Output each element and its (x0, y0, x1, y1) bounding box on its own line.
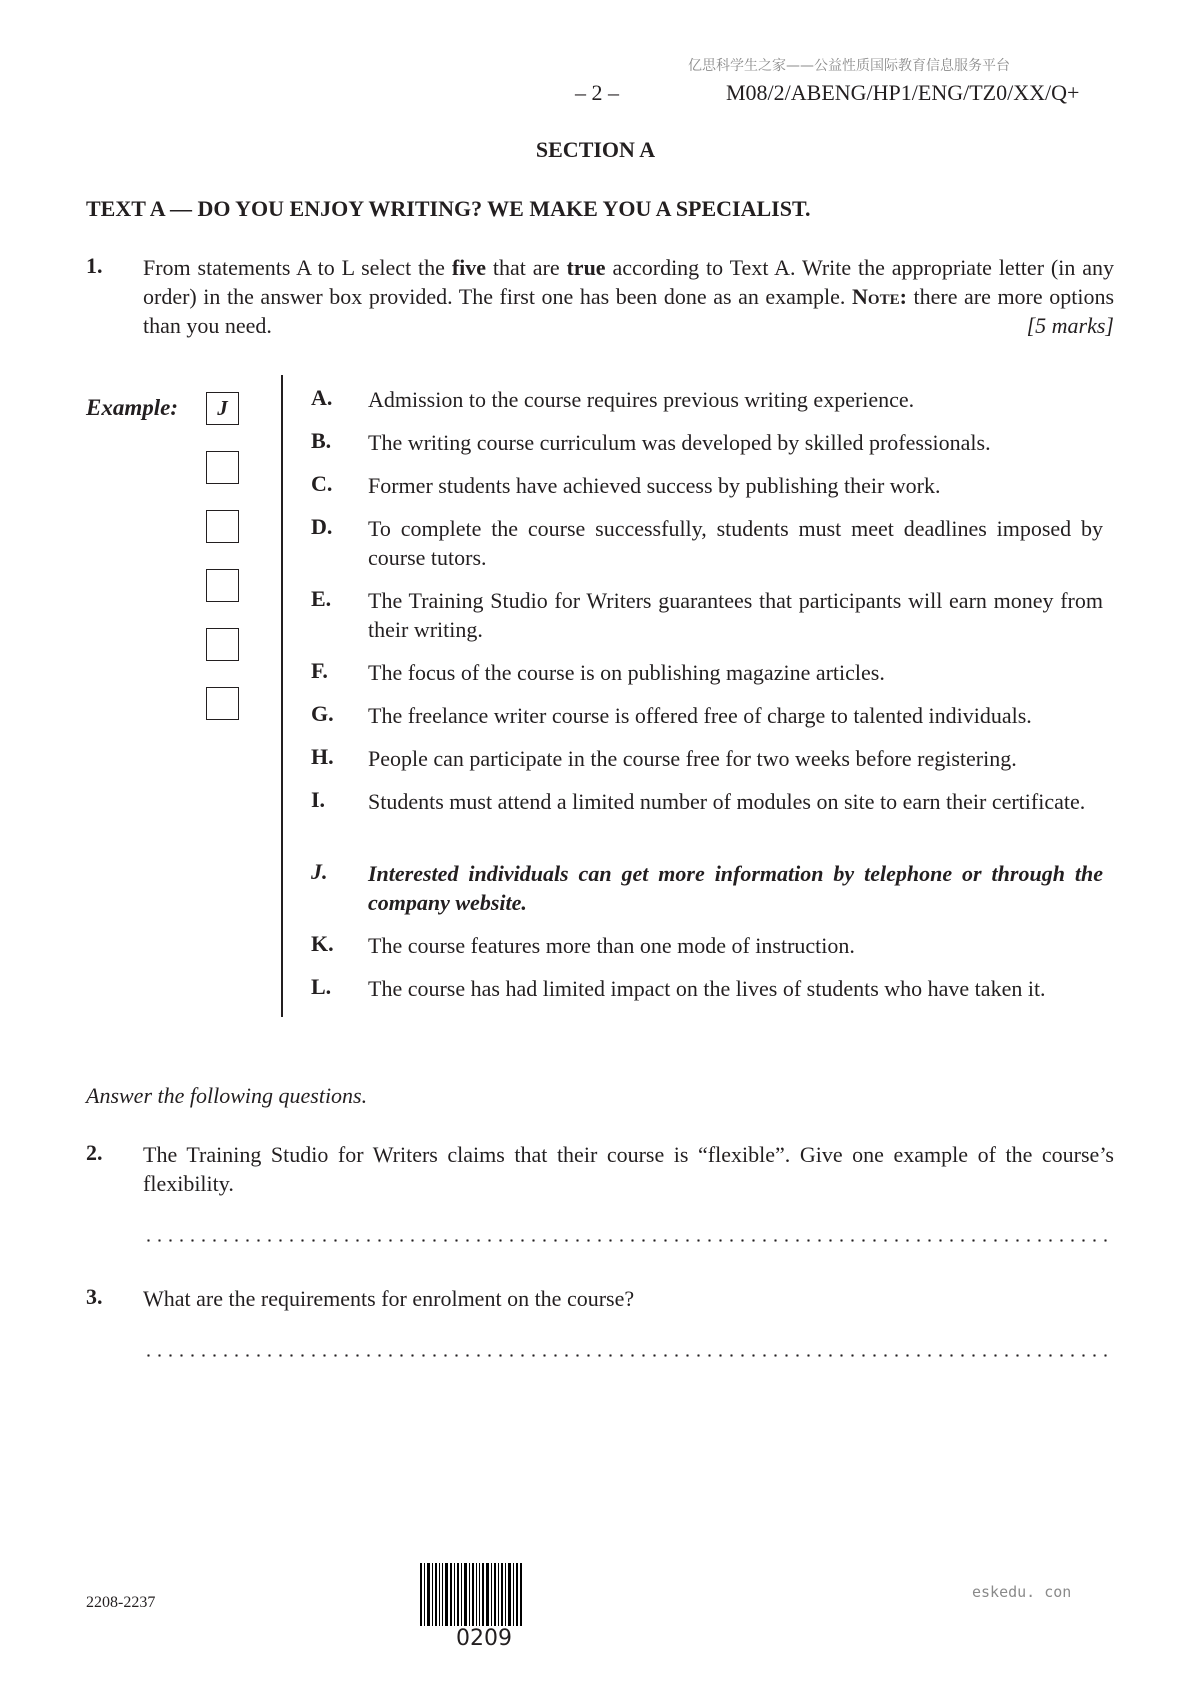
option-letter: I. (311, 787, 326, 812)
option-text: Students must attend a limited number of modules on site to earn their certificate. (368, 789, 1086, 814)
instruction: Answer the following questions. (86, 1083, 368, 1108)
q1-note-label: Note: (852, 284, 907, 309)
q1-bold-true: true (566, 255, 606, 280)
q1-text-b: that are (486, 255, 567, 280)
option-text: To complete the course successfully, students must meet deadlines imposed by course tutors. (368, 516, 1103, 570)
text-title: TEXT A — DO YOU ENJOY WRITING? WE MAKE YOU A SPECIALIST. (86, 196, 811, 221)
option-text: The course features more than one mode of instruction. (368, 933, 855, 958)
answer-box-3[interactable] (206, 569, 239, 602)
option-text: The Training Studio for Writers guarantees that participants will earn money from their writing. (368, 588, 1103, 642)
answer-box-2[interactable] (206, 510, 239, 543)
example-answer-box: J (206, 392, 239, 425)
option-text: The freelance writer course is offered free of charge to talented individuals. (368, 703, 1032, 728)
question-3-text: What are the requirements for enrolment on the course? (143, 1286, 635, 1311)
footer-code: 2208-2237 (86, 1594, 156, 1611)
q1-text-d: there are more options than you need. (143, 284, 1115, 338)
question-1-text (143, 253, 1114, 340)
question-3-number: 3. (86, 1284, 103, 1309)
answer-line-q2[interactable] (143, 1239, 1113, 1242)
answer-line-q3[interactable] (143, 1354, 1113, 1357)
barcode-number: 0209 (456, 1626, 512, 1651)
option-letter: F. (311, 658, 328, 683)
option-letter: K. (311, 931, 334, 956)
q1-text-c: according to Text A. Write the appropriate letter (in any order) in the answer box provided. The first one has been done as an example. (143, 255, 1114, 309)
option-letter: D. (311, 514, 333, 539)
question-2-number: 2. (86, 1140, 103, 1165)
option-letter: A. (311, 385, 333, 410)
option-letter: B. (311, 428, 332, 453)
page-number: – 2 – (575, 80, 619, 105)
site-watermark: eskedu. con (972, 1583, 1072, 1601)
question-2-text: The Training Studio for Writers claims that their course is “flexible”. Give one example of the course’s flexibility. (143, 1142, 1114, 1196)
watermark-text: 亿思科学生之家——公益性质国际教育信息服务平台 (688, 58, 1010, 74)
option-letter: J. (311, 859, 328, 884)
option-letter: G. (311, 701, 334, 726)
q1-marks: [5 marks] (1026, 313, 1114, 338)
option-text: Admission to the course requires previous writing experience. (368, 387, 915, 412)
option-text: The focus of the course is on publishing magazine articles. (368, 660, 885, 685)
answer-box-4[interactable] (206, 628, 239, 661)
option-text: The course has had limited impact on the lives of students who have taken it. (368, 976, 1046, 1001)
paper-code: M08/2/ABENG/HP1/ENG/TZ0/XX/Q+ (726, 80, 1080, 105)
question-1-number: 1. (86, 253, 103, 278)
option-text: Former students have achieved success by publishing their work. (368, 473, 941, 498)
option-letter: H. (311, 744, 334, 769)
option-text: The writing course curriculum was developed by skilled professionals. (368, 430, 991, 455)
barcode (420, 1563, 554, 1626)
option-letter: L. (311, 974, 332, 999)
q1-bold-five: five (451, 255, 487, 280)
answer-box-5[interactable] (206, 687, 239, 720)
answer-box-1[interactable] (206, 451, 239, 484)
options-divider (281, 375, 283, 1017)
example-label: Example: (86, 395, 178, 420)
q1-text-a: From statements A to L select the (143, 255, 452, 280)
section-title: SECTION A (535, 137, 656, 162)
option-letter: E. (311, 586, 332, 611)
option-letter: C. (311, 471, 333, 496)
option-text: Interested individuals can get more information by telephone or through the company website. (368, 861, 1103, 915)
option-text: People can participate in the course free for two weeks before registering. (368, 746, 1017, 771)
